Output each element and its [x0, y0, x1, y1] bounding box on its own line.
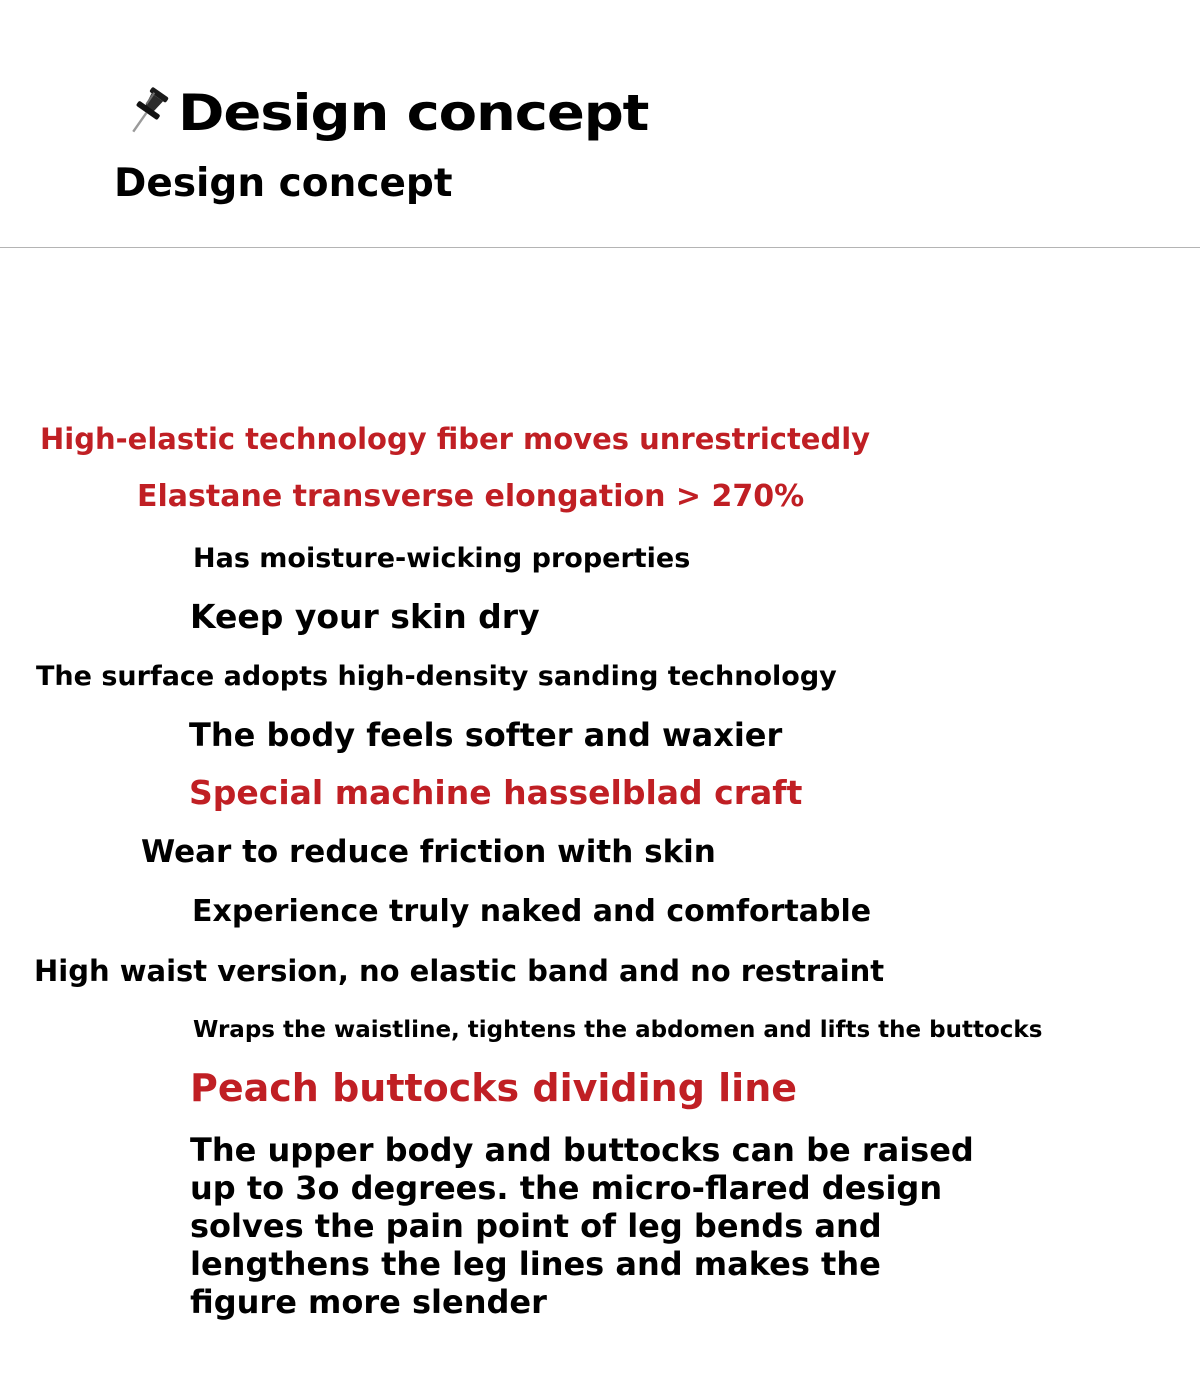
feature-hasselblad-craft: Special machine hasselblad craft — [189, 773, 803, 812]
feature-description-paragraph: The upper body and buttocks can be raised up to 3o degrees. the micro-flared design solves the pain point of leg bends and lengthens the leg lines and makes the figure more slender — [190, 1131, 974, 1321]
feature-skin-dry: Keep your skin dry — [190, 597, 540, 636]
feature-softer-body: The body feels softer and waxier — [189, 716, 783, 754]
feature-moisture-wicking: Has moisture-wicking properties — [193, 543, 691, 574]
pushpin-icon — [124, 86, 170, 138]
page-title: Design concept — [178, 84, 649, 142]
feature-high-waist: High waist version, no elastic band and no restraint — [34, 954, 885, 988]
feature-elastic-fiber: High-elastic technology fiber moves unrestrictedly — [40, 422, 871, 456]
feature-reduce-friction: Wear to reduce friction with skin — [141, 834, 716, 870]
feature-sanding-technology: The surface adopts high-density sanding technology — [36, 661, 837, 692]
divider — [0, 247, 1200, 248]
feature-waistline-wrap: Wraps the waistline, tightens the abdomen and lifts the buttocks — [193, 1017, 1043, 1043]
page-subtitle: Design concept — [114, 161, 453, 206]
feature-naked-comfortable: Experience truly naked and comfortable — [192, 894, 872, 929]
feature-elongation: Elastane transverse elongation > 270% — [137, 479, 805, 514]
feature-dividing-line: Peach buttocks dividing line — [190, 1066, 798, 1110]
